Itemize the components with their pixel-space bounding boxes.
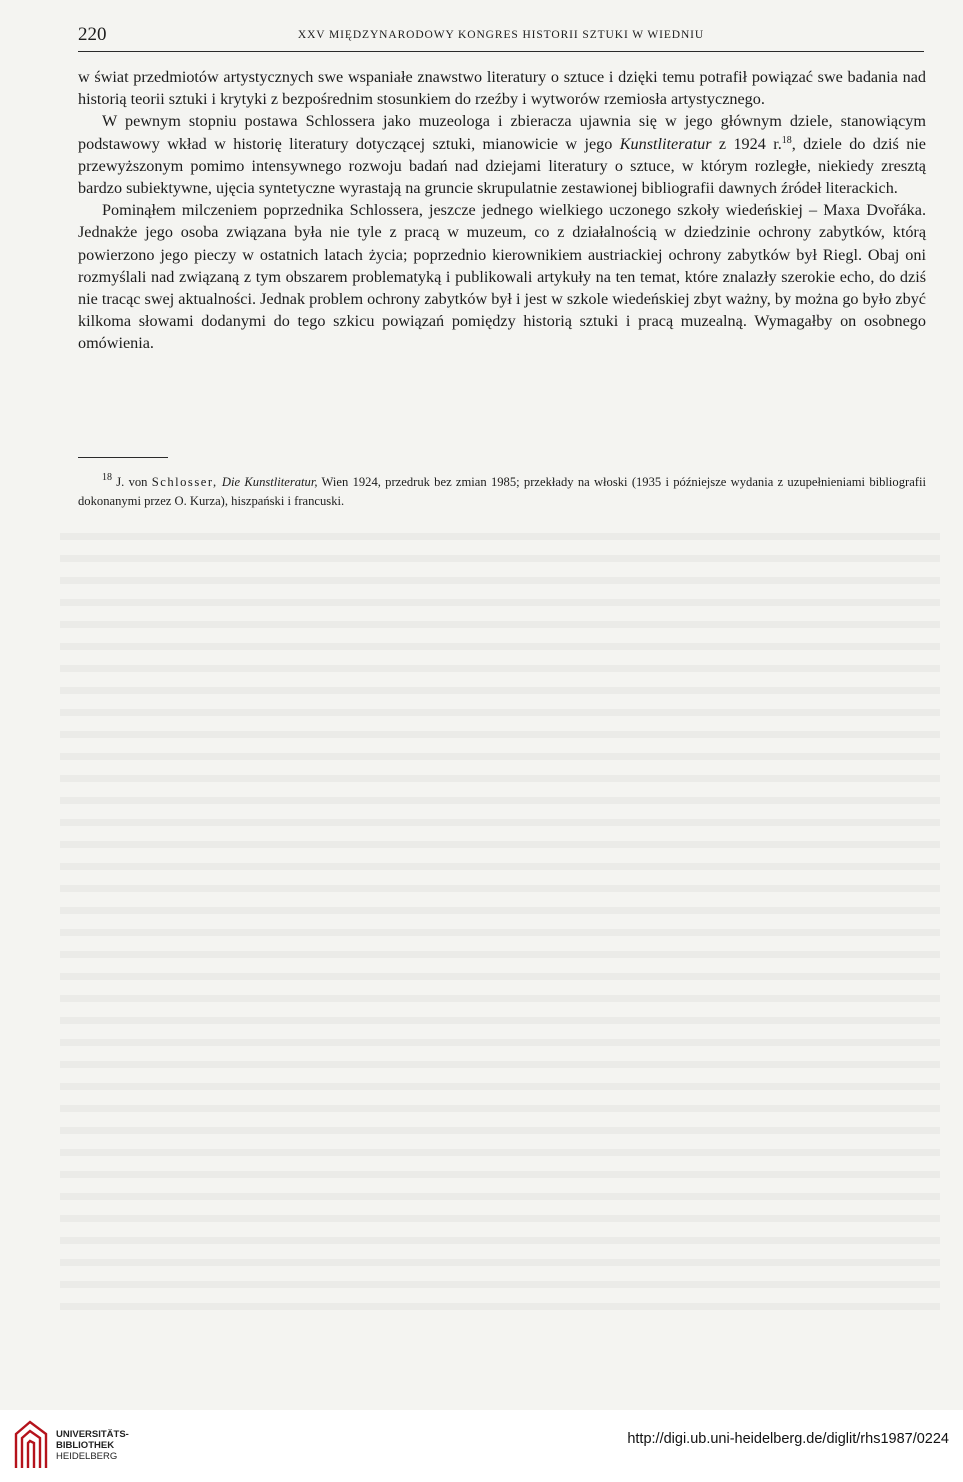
paragraph-2-text-c: , dziele do dziś nie przewyższonym pomimo intensywnego rozwoju badań nad dziejami literatury o sztuce, w którym rozległe, niekiedy zresztą bardzo subiektywne, ujęcia syntetyczne wyrastają na gruncie skrupulatnie zestawionej bibliografii dawnych źródeł literackich. [78,134,926,198]
bleed-through-texture [60,520,940,1320]
footnote-rule [78,457,168,458]
footnote-author-initial: J. von [116,475,152,489]
logo-line-1: UNIVERSITÄTS- [56,1429,129,1440]
book-title: Kunstliteratur [619,134,712,153]
paragraph-2-text-a: W pewnym stopniu postawa Schlossera jako muzeologa i zbieracza ujawnia się w jego głównym dziele, stanowiącym podstawowy wkład w historię literatury dotyczącej sztuki, mianowicie w jego [78,112,926,153]
source-url[interactable]: http://digi.ub.uni-heidelberg.de/diglit/rhs1987/0224 [627,1431,949,1447]
paragraph-2-text-b: z 1924 r. [711,134,782,153]
running-title: XXV MIĘDZYNARODOWY KONGRES HISTORII SZTUKI W WIEDNIU [297,29,705,41]
body-text [78,66,926,355]
footnote-text: Wien 1924, przedruk bez zmian 1985; przekłady na włoski (1935 i późniejsze wydania z uzupełnieniami bibliografii dokonanymi przez O. Kurza), hiszpański i francuski. [78,475,926,508]
footnote-author: Schlosser, [151,475,218,489]
logo-line-3: HEIDELBERG [56,1451,118,1462]
footer-bar [0,1410,963,1482]
page-header [78,24,924,48]
footnote [78,473,926,511]
footnote-number: 18 [102,472,112,483]
paragraph-1: w świat przedmiotów artystycznych swe wspaniałe znawstwo literatury o sztuce i dzięki temu potrafił powiązać swe badania nad historią teorii sztuki i krytyki z bezpośrednim stosunkiem do rzeźby i wytworów rzemiosła artystycznego. [78,68,926,109]
footnote-title: Die Kunstliteratur, [221,475,318,489]
logo-line-2: BIBLIOTHEK [56,1440,115,1451]
header-rule [78,51,924,52]
library-logo-text [56,1429,129,1462]
page-number: 220 [78,24,107,45]
library-logo-icon[interactable] [12,1420,50,1470]
paragraph-2 [78,110,926,199]
footnote-reference[interactable]: 18 [781,134,792,146]
paragraph-3: Pominąłem milczeniem poprzednika Schlossera, jeszcze jednego wielkiego uczonego szkoły wiedeńskiej – Maxa Dvořáka. Jednakże jego osoba związana była nie tyle z pracą w muzeum, co z działalnością w dziedzinie ochrony zabytków, którą powierzono jego pieczy w ostatnich latach życia; poprzednio kierownikiem austriackiej ochrony zabytków był Riegl. Obaj oni rozmyślali nad związaną z tym obszarem problematyką i publikowali artykuły na ten temat, które znalazły szerokie echo, do dziś nie tracąc swej aktualności. Jednak problem ochrony zabytków był i jest w szkole wiedeńskiej zbyt ważny, by można go było zbyć kilkoma słowami dodanymi do tego szkicu powiązań pomiędzy historią sztuki i pracą muzealną. Wymagałby on osobnego omówienia. [78,201,926,353]
